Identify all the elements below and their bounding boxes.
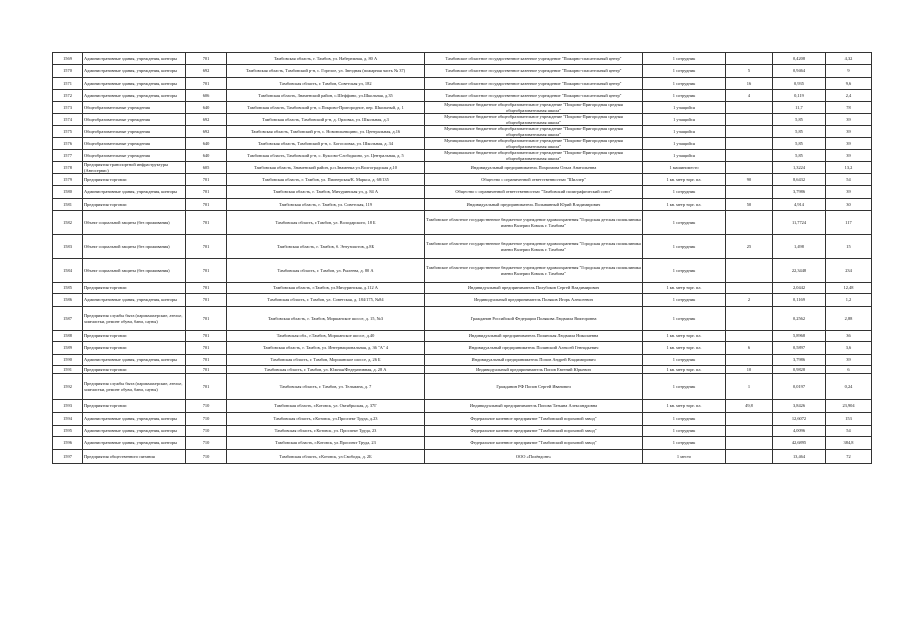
annual-volume-cell: 36	[826, 331, 872, 342]
object-type-cell: Административные здания, учреждения, конторы	[83, 413, 186, 426]
quantity-cell	[726, 331, 773, 342]
organization-cell: Индивидуальный предприниматель Попов Андрей Владимирович	[425, 355, 643, 366]
address-cell: Тамбовская область, г. Тамбов, б. Энтузиастов, д.8Б	[227, 235, 425, 259]
calc-unit-cell: 1 учащийся	[643, 138, 726, 150]
address-cell: Тамбовская область, г. Тамбов, ул. Советская, 119	[227, 199, 425, 211]
row-number-cell: 1592	[53, 374, 83, 400]
quantity-cell: 10	[726, 366, 773, 374]
object-type-cell: Предприятия торговли	[83, 366, 186, 374]
row-number-cell: 1586	[53, 294, 83, 307]
district-code-cell: 710	[186, 437, 227, 450]
object-type-cell: Административные здания, учреждения, конторы	[83, 65, 186, 78]
district-code-cell: 640	[186, 138, 227, 150]
district-code-cell: 701	[186, 283, 227, 294]
object-type-cell: Общеобразовательные учреждения	[83, 150, 186, 162]
table-row	[53, 426, 872, 437]
quantity-cell: 6	[726, 342, 773, 355]
calc-unit-cell: 1 сотрудник	[643, 211, 726, 235]
norm-value-cell: 0,1169	[773, 294, 826, 307]
organization-cell: Индивидуальный предприниматель Поляков Игорь Алексеевич	[425, 294, 643, 307]
calc-unit-cell: 1 машиноместо	[643, 162, 726, 174]
object-type-cell: Административные здания, учреждения, конторы	[83, 78, 186, 90]
district-code-cell: 701	[186, 355, 227, 366]
object-type-cell: Административные здания, учреждения, конторы	[83, 186, 186, 199]
annual-volume-cell: 39	[826, 126, 872, 138]
annual-volume-cell: 2,88	[826, 307, 872, 331]
table-row	[53, 437, 872, 450]
quantity-cell	[726, 355, 773, 366]
organization-cell: Федеральное казенное предприятие "Тамбовский пороховой завод"	[425, 437, 643, 450]
norm-value-cell: 0,935	[773, 78, 826, 90]
calc-unit-cell: 1 кв. метр торг. пл.	[643, 400, 726, 413]
organization-cell: Муниципальное бюджетное общеобразовательное учреждение "Покрово-Пригородная средняя общеобразовательная школа"	[425, 138, 643, 150]
object-type-cell: Объект социальной защиты (без проживания)	[83, 235, 186, 259]
norm-value-cell: 0,0197	[773, 374, 826, 400]
row-number-cell: 1597	[53, 450, 83, 464]
annual-volume-cell: 3,6	[826, 342, 872, 355]
table-row	[53, 162, 872, 174]
district-code-cell: 701	[186, 235, 227, 259]
row-number-cell: 1575	[53, 126, 83, 138]
annual-volume-cell: 1,2	[826, 294, 872, 307]
object-type-cell: Общеобразовательные учреждения	[83, 114, 186, 126]
address-cell: Тамбовская область, г.Котовск, ул. Проспект Труда, 23	[227, 426, 425, 437]
norm-value-cell: 0,9828	[773, 366, 826, 374]
table-row	[53, 355, 872, 366]
norm-value-cell: 5,85	[773, 126, 826, 138]
object-type-cell: Предприятия службы быта (парикмахерские, ателье, химчистки, ремонт обуви, бани, сауны)	[83, 307, 186, 331]
organization-cell: Тамбовское областное государственное бюджетное учреждение здравоохранения "Городская детская поликлиника имени Валерии Коваль г. Тамбова"	[425, 235, 643, 259]
quantity-cell	[726, 186, 773, 199]
organization-cell: ООО «Полёвдоне»	[425, 450, 643, 464]
address-cell: Тамбовская область, г.Котовск, ул. Октябрьская, д. 37Г	[227, 400, 425, 413]
district-code-cell: 710	[186, 400, 227, 413]
norm-value-cell: 3,7986	[773, 355, 826, 366]
annual-volume-cell: 4,32	[826, 53, 872, 65]
table-row	[53, 342, 872, 355]
object-type-cell: Административные здания, учреждения, конторы	[83, 90, 186, 102]
row-number-cell: 1569	[53, 53, 83, 65]
district-code-cell: 692	[186, 65, 227, 78]
quantity-cell	[726, 138, 773, 150]
quantity-cell: 50	[726, 199, 773, 211]
annual-volume-cell: 30	[826, 199, 872, 211]
table-body	[53, 53, 872, 464]
row-number-cell: 1582	[53, 211, 83, 235]
row-number-cell: 1594	[53, 413, 83, 426]
object-type-cell: Административные здания, учреждения, конторы	[83, 426, 186, 437]
annual-volume-cell: 9,6	[826, 78, 872, 90]
quantity-cell	[726, 114, 773, 126]
district-code-cell: 701	[186, 53, 227, 65]
norm-value-cell: 8,6432	[773, 174, 826, 186]
norm-value-cell: 4,0096	[773, 426, 826, 437]
norm-value-cell: 11,7724	[773, 211, 826, 235]
organization-cell: Индивидуальный предприниматель Полывянный Юрий Владимирович	[425, 199, 643, 211]
row-number-cell: 1579	[53, 174, 83, 186]
annual-volume-cell: 0,24	[826, 374, 872, 400]
address-cell: Тамбовская область, Тамбовский р-н, с. Новоюльевщино, ул. Центральная, д.16	[227, 126, 425, 138]
address-cell: Тамбовская область, г. Тамбов, ул. Советская, д. 184/175, №84	[227, 294, 425, 307]
district-code-cell: 640	[186, 150, 227, 162]
object-type-cell: Предприятия торговли	[83, 331, 186, 342]
calc-unit-cell: 1 учащийся	[643, 126, 726, 138]
district-code-cell: 710	[186, 450, 227, 464]
row-number-cell: 1584	[53, 259, 83, 283]
address-cell: Тамбовская область, г.Котовск, ул.Свободы, д. 2Б	[227, 450, 425, 464]
organization-cell: Индивидуальный предприниматель Полянский Алексей Геннадьевич	[425, 342, 643, 355]
norm-value-cell: 5,85	[773, 150, 826, 162]
object-type-cell: Общеобразовательные учреждения	[83, 102, 186, 114]
address-cell: Тамбовская область, г. Тамбов, Мичуринская ул, д. 84 А	[227, 186, 425, 199]
organization-cell: Тамбовское областное государственное бюджетное учреждение здравоохранения "Городская детская поликлиника имени Валерии Коваль г. Тамбова"	[425, 259, 643, 283]
row-number-cell: 1583	[53, 235, 83, 259]
quantity-cell: 25	[726, 235, 773, 259]
table-row	[53, 186, 872, 199]
row-number-cell: 1578	[53, 162, 83, 174]
address-cell: Тамбовская область, Тамбовский р-н, с.Покрово-Пригородное, пер. Школьный, д. 1	[227, 102, 425, 114]
table-row	[53, 150, 872, 162]
table-row	[53, 331, 872, 342]
calc-unit-cell: 1 кв. метр торг. пл.	[643, 342, 726, 355]
address-cell: Тамбовская область, г.Тамбов, ул.Мичуринская, д.112 А	[227, 283, 425, 294]
norm-value-cell: 22,3448	[773, 259, 826, 283]
organization-cell: Тамбовское областное государственное казенное учреждение "Пожарно-спасательный центр"	[425, 65, 643, 78]
district-code-cell: 701	[186, 374, 227, 400]
norm-value-cell: 5,85	[773, 138, 826, 150]
row-number-cell: 1571	[53, 78, 83, 90]
annual-volume-cell: 39	[826, 138, 872, 150]
norm-value-cell: 5,8968	[773, 331, 826, 342]
object-type-cell: Объект социальной защиты (без проживания)	[83, 259, 186, 283]
annual-volume-cell: 39	[826, 186, 872, 199]
table-row	[53, 114, 872, 126]
row-number-cell: 1573	[53, 102, 83, 114]
quantity-cell: 49,8	[726, 400, 773, 413]
quantity-cell	[726, 126, 773, 138]
organization-cell: Тамбовское областное государственное бюджетное учреждение здравоохранения "Городская детская поликлиника имени Валерии Коваль г. Тамбова"	[425, 211, 643, 235]
calc-unit-cell: 1 сотрудник	[643, 65, 726, 78]
table-row	[53, 259, 872, 283]
calc-unit-cell: 1 кв. метр торг. пл.	[643, 331, 726, 342]
annual-volume-cell: 54	[826, 426, 872, 437]
organization-cell: Федеральное казенное предприятие "Тамбовский пороховой завод"	[425, 413, 643, 426]
calc-unit-cell: 1 сотрудник	[643, 426, 726, 437]
row-number-cell: 1577	[53, 150, 83, 162]
norm-value-cell: 0,5897	[773, 342, 826, 355]
organization-cell: Тамбовское областное государственное казенное учреждение "Пожарно-спасательный центр"	[425, 53, 643, 65]
annual-volume-cell: 6	[826, 366, 872, 374]
address-cell: Тамбовская область, г. Тамбов, Моршанское шоссе, д. 15, №3	[227, 307, 425, 331]
annual-volume-cell: 384,8	[826, 437, 872, 450]
organization-cell: Муниципальное бюджетное общеобразовательное учреждение "Покрово-Пригородная средняя общеобразовательная школа"	[425, 102, 643, 114]
quantity-cell: 5	[726, 65, 773, 78]
address-cell: Тамбовская область, г. Тамбов, ул. Южная/Федеративная, д. 28 А	[227, 366, 425, 374]
row-number-cell: 1574	[53, 114, 83, 126]
calc-unit-cell: 1 сотрудник	[643, 355, 726, 366]
table-row	[53, 307, 872, 331]
table-row	[53, 53, 872, 65]
row-number-cell: 1593	[53, 400, 83, 413]
object-type-cell: Предприятия торговли	[83, 400, 186, 413]
norm-value-cell: 4,914	[773, 199, 826, 211]
district-code-cell: 701	[186, 174, 227, 186]
district-code-cell: 701	[186, 199, 227, 211]
address-cell: Тамбовская область, Тамбовский р-н, с. Горелое, ул. Звездная (пожарная часть № 37)	[227, 65, 425, 78]
object-type-cell: Предприятия общественного питания	[83, 450, 186, 464]
quantity-cell	[726, 307, 773, 331]
calc-unit-cell: 1 сотрудник	[643, 413, 726, 426]
registry-table	[52, 52, 872, 464]
norm-value-cell: 3,8426	[773, 400, 826, 413]
table-row	[53, 199, 872, 211]
norm-value-cell: 3,7986	[773, 186, 826, 199]
district-code-cell: 710	[186, 426, 227, 437]
district-code-cell: 640	[186, 102, 227, 114]
norm-value-cell: 0,119	[773, 90, 826, 102]
table-row	[53, 78, 872, 90]
quantity-cell	[726, 211, 773, 235]
table-row	[53, 413, 872, 426]
address-cell: Тамбовская область, г. Тамбов, Советская ул, 182	[227, 78, 425, 90]
row-number-cell: 1576	[53, 138, 83, 150]
annual-volume-cell: 72	[826, 450, 872, 464]
district-code-cell: 701	[186, 342, 227, 355]
norm-value-cell: 5,85	[773, 114, 826, 126]
norm-value-cell: 11,7	[773, 102, 826, 114]
table-row	[53, 400, 872, 413]
quantity-cell	[726, 259, 773, 283]
row-number-cell: 1587	[53, 307, 83, 331]
norm-value-cell: 1,498	[773, 235, 826, 259]
object-type-cell: Административные здания, учреждения, конторы	[83, 53, 186, 65]
calc-unit-cell: 1 кв. метр торг. пл.	[643, 199, 726, 211]
organization-cell: Индивидуальный предприниматель Похромова Ольга Анатольевна	[425, 162, 643, 174]
district-code-cell: 606	[186, 90, 227, 102]
annual-volume-cell: 9	[826, 65, 872, 78]
row-number-cell: 1570	[53, 65, 83, 78]
row-number-cell: 1595	[53, 426, 83, 437]
organization-cell: Индивидуальный предприниматель Полянская Людмила Николаевна	[425, 331, 643, 342]
quantity-cell	[726, 102, 773, 114]
norm-value-cell: 12,6072	[773, 413, 826, 426]
annual-volume-cell: 153	[826, 413, 872, 426]
norm-value-cell: 2,0442	[773, 283, 826, 294]
table-row	[53, 138, 872, 150]
district-code-cell: 692	[186, 114, 227, 126]
table-row	[53, 65, 872, 78]
organization-cell: Общество с ограниченной ответственностью "Тамбовский полиграфический союз"	[425, 186, 643, 199]
calc-unit-cell: 1 сотрудник	[643, 307, 726, 331]
organization-cell: Муниципальное бюджетное общеобразовательное учреждение "Покрово-Пригородная средняя общеобразовательная школа"	[425, 150, 643, 162]
organization-cell: Индивидуальный предприниматель Попова Татьяна Александровна	[425, 400, 643, 413]
district-code-cell: 701	[186, 366, 227, 374]
annual-volume-cell: 39	[826, 355, 872, 366]
annual-volume-cell: 234	[826, 259, 872, 283]
district-code-cell: 701	[186, 78, 227, 90]
organization-cell: Тамбовское областное государственное казенное учреждение "Пожарно-спасательный центр"	[425, 90, 643, 102]
organization-cell: Муниципальное бюджетное общеобразовательное учреждение "Покрово-Пригородная средняя общеобразовательная школа"	[425, 114, 643, 126]
district-code-cell: 692	[186, 126, 227, 138]
district-code-cell: 701	[186, 294, 227, 307]
object-type-cell: Предприятия службы быта (парикмахерские, ателье, химчистки, ремонт обуви, бани, сауны)	[83, 374, 186, 400]
address-cell: Тамбовская область, Знаменский район, р.п.Знаменка ул.Волгоградская д.10	[227, 162, 425, 174]
district-code-cell: 701	[186, 331, 227, 342]
calc-unit-cell: 1 сотрудник	[643, 437, 726, 450]
calc-unit-cell: 1 кв. метр торг. пл.	[643, 174, 726, 186]
table-row	[53, 374, 872, 400]
quantity-cell: 90	[726, 174, 773, 186]
annual-volume-cell: 2,4	[826, 90, 872, 102]
data-sheet	[52, 52, 871, 464]
district-code-cell: 701	[186, 211, 227, 235]
calc-unit-cell: 1 место	[643, 450, 726, 464]
organization-cell: Индивидуальный предприниматель Попов Евгений Юрьевич	[425, 366, 643, 374]
calc-unit-cell: 1 учащийся	[643, 102, 726, 114]
organization-cell: Индивидуальный предприниматель Полубоков Сергей Владимирович	[425, 283, 643, 294]
table-row	[53, 235, 872, 259]
annual-volume-cell: 39	[826, 150, 872, 162]
district-code-cell: 701	[186, 259, 227, 283]
quantity-cell: 1	[726, 374, 773, 400]
annual-volume-cell: 117	[826, 211, 872, 235]
address-cell: Тамбовская область, г. Тамбов, ул. Тельмана, д. 7	[227, 374, 425, 400]
address-cell: Тамбовская область, г. Тамбов, ул. Набережная, д. 80 А	[227, 53, 425, 65]
calc-unit-cell: 1 сотрудник	[643, 294, 726, 307]
table-row	[53, 102, 872, 114]
calc-unit-cell: 1 сотрудник	[643, 78, 726, 90]
calc-unit-cell: 1 учащийся	[643, 114, 726, 126]
quantity-cell	[726, 53, 773, 65]
annual-volume-cell: 12,48	[826, 283, 872, 294]
organization-cell: Тамбовское областное государственное казенное учреждение "Пожарно-спасательный центр"	[425, 78, 643, 90]
table-row	[53, 283, 872, 294]
quantity-cell	[726, 450, 773, 464]
norm-value-cell: 0,2562	[773, 307, 826, 331]
organization-cell: Муниципальное бюджетное общеобразовательное учреждение "Покрово-Пригородная средняя общеобразовательная школа"	[425, 126, 643, 138]
object-type-cell: Предприятия транспортной инфраструктуры (Автосервис)	[83, 162, 186, 174]
address-cell: Тамбовская область, Тамбовский р-н, с. Куксово-Слободкино, ул. Центральная, д. 5	[227, 150, 425, 162]
annual-volume-cell: 13,2	[826, 162, 872, 174]
address-cell: Тамбовская область, г. Тамбов, Моршанское шоссе, д. 26 Б	[227, 355, 425, 366]
address-cell: Тамбовская область, г. Тамбов, ул. Рылеева, д. 80 А	[227, 259, 425, 283]
district-code-cell: 701	[186, 307, 227, 331]
address-cell: Тамбовская область, г. Тамбов, ул. Интернациональная, д. 36 "А" 4	[227, 342, 425, 355]
object-type-cell: Административные здания, учреждения, конторы	[83, 437, 186, 450]
norm-value-cell: 0,9464	[773, 65, 826, 78]
address-cell: Тамбовская область, Тамбовский р-н, с. Богословка, ул. Школьная, д. 34	[227, 138, 425, 150]
organization-cell: Федеральное казенное предприятие "Тамбовский пороховой завод"	[425, 426, 643, 437]
quantity-cell: 2	[726, 294, 773, 307]
calc-unit-cell: 1 учащийся	[643, 150, 726, 162]
calc-unit-cell: 1 сотрудник	[643, 374, 726, 400]
calc-unit-cell: 1 сотрудник	[643, 53, 726, 65]
quantity-cell: 16	[726, 78, 773, 90]
address-cell: Тамбовская область, г.Котовск, ул.Проспект Труда, 23	[227, 437, 425, 450]
row-number-cell: 1588	[53, 331, 83, 342]
annual-volume-cell: 23,904	[826, 400, 872, 413]
row-number-cell: 1589	[53, 342, 83, 355]
calc-unit-cell: 1 кв. метр торг. пл.	[643, 366, 726, 374]
annual-volume-cell: 39	[826, 114, 872, 126]
row-number-cell: 1590	[53, 355, 83, 366]
annual-volume-cell: 15	[826, 235, 872, 259]
object-type-cell: Общеобразовательные учреждения	[83, 138, 186, 150]
row-number-cell: 1585	[53, 283, 83, 294]
address-cell: Тамбовская обл., г.Тамбов, Моршанское шоссе, д.40	[227, 331, 425, 342]
row-number-cell: 1596	[53, 437, 83, 450]
object-type-cell: Административные здания, учреждения, конторы	[83, 294, 186, 307]
object-type-cell: Объект социальной защиты (без проживания)	[83, 211, 186, 235]
district-code-cell: 605	[186, 162, 227, 174]
row-number-cell: 1591	[53, 366, 83, 374]
district-code-cell: 701	[186, 186, 227, 199]
organization-cell: Общество с ограниченной ответственностью "Шиллер"	[425, 174, 643, 186]
row-number-cell: 1580	[53, 186, 83, 199]
annual-volume-cell: 78	[826, 102, 872, 114]
annual-volume-cell: 54	[826, 174, 872, 186]
object-type-cell: Предприятия торговли	[83, 283, 186, 294]
address-cell: Тамбовская область, Знаменский район, с.Шеффино, ул.Школьная, д.35	[227, 90, 425, 102]
table-row	[53, 366, 872, 374]
object-type-cell: Общеобразовательные учреждения	[83, 126, 186, 138]
quantity-cell	[726, 150, 773, 162]
row-number-cell: 1572	[53, 90, 83, 102]
calc-unit-cell: 1 сотрудник	[643, 186, 726, 199]
object-type-cell: Предприятия торговли	[83, 174, 186, 186]
table-row	[53, 174, 872, 186]
quantity-cell	[726, 162, 773, 174]
organization-cell: Гражданин Российской Федерации Полякова Людмила Викторовна	[425, 307, 643, 331]
organization-cell: Гражданин РФ Попов Сергей Иванович	[425, 374, 643, 400]
object-type-cell: Предприятия торговли	[83, 199, 186, 211]
address-cell: Тамбовская область, г.Тамбов, ул. Володарского, 18 Б	[227, 211, 425, 235]
calc-unit-cell: 1 сотрудник	[643, 90, 726, 102]
table-row	[53, 126, 872, 138]
norm-value-cell: 13,464	[773, 450, 826, 464]
object-type-cell: Предприятия торговли	[83, 342, 186, 355]
table-row	[53, 211, 872, 235]
address-cell: Тамбовская область, г. Тамбов, ул. Пионерская/К. Маркса, д. 68/135	[227, 174, 425, 186]
calc-unit-cell: 1 сотрудник	[643, 235, 726, 259]
quantity-cell	[726, 283, 773, 294]
norm-value-cell: 42,6895	[773, 437, 826, 450]
quantity-cell: 4	[726, 90, 773, 102]
norm-value-cell: 0,4208	[773, 53, 826, 65]
row-number-cell: 1581	[53, 199, 83, 211]
quantity-cell	[726, 426, 773, 437]
table-row	[53, 90, 872, 102]
address-cell: Тамбовская область, Тамбовский р-н, д. Орловка, ул. Школьная, д.3	[227, 114, 425, 126]
table-row	[53, 294, 872, 307]
object-type-cell: Административные здания, учреждения, конторы	[83, 355, 186, 366]
calc-unit-cell: 1 кв. метр торг. пл.	[643, 283, 726, 294]
norm-value-cell: 1,3224	[773, 162, 826, 174]
address-cell: Тамбовская область, г.Котовск, ул.Проспект Труда, д.23	[227, 413, 425, 426]
table-row	[53, 450, 872, 464]
quantity-cell	[726, 437, 773, 450]
district-code-cell: 710	[186, 413, 227, 426]
calc-unit-cell: 1 сотрудник	[643, 259, 726, 283]
quantity-cell	[726, 413, 773, 426]
